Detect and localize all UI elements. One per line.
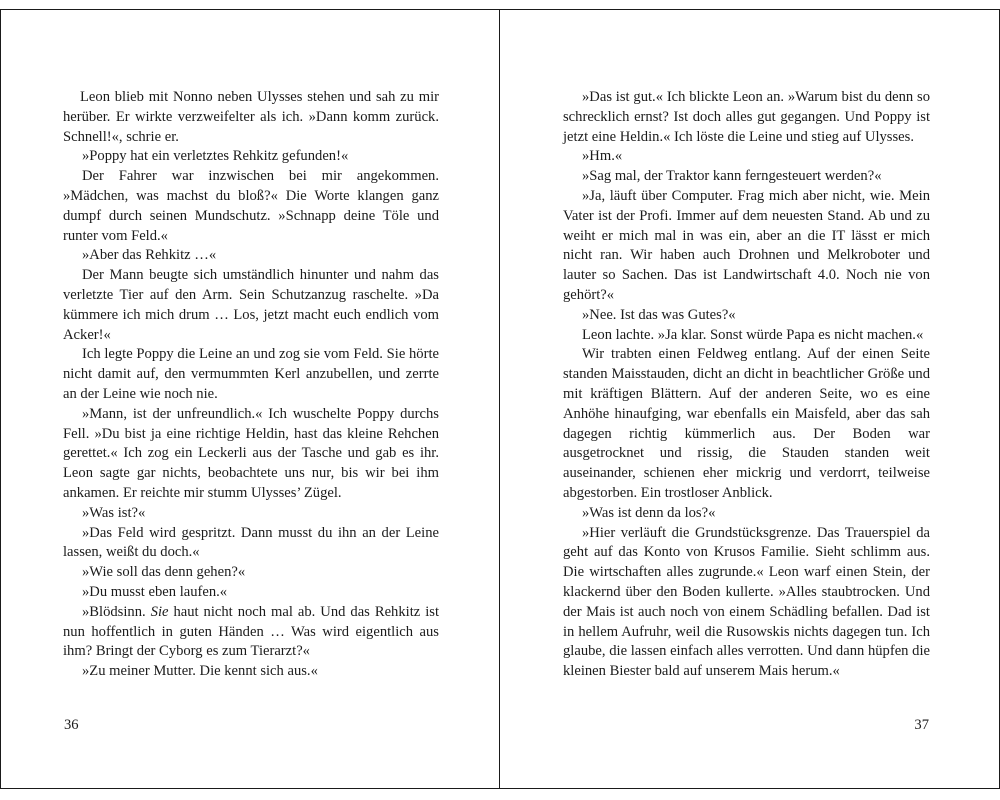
paragraph: »Sag mal, der Traktor kann ferngesteuert werden?« (582, 168, 882, 185)
italic-word: Sie (150, 603, 169, 620)
paragraph: »Das Feld wird gespritzt. Dann musst du ihn an der Leine lassen, weißt du doch.« (63, 524, 439, 561)
right-page (499, 9, 1000, 789)
paragraph: Der Fahrer war inzwischen bei mir angekommen. »Mädchen, was machst du bloß?« Die Worte klangen ganz dumpf durch seinen Mundschutz. »Schnapp deine Töle und runter vom Feld.« (63, 168, 439, 244)
paragraph: »Mann, ist der unfreundlich.« Ich wuschelte Poppy durchs Fell. »Du bist ja eine richtige Heldin, hast das kleine Rehchen gerettet.« Ich zog ein Leckerli aus der Tasche und gab es ihr. Leon sagte gar nichts, beobachtete uns nur, bis wir bei ihm ankamen. Er reichte mir stumm Ulysses’ Zügel. (63, 405, 439, 501)
paragraph: »Wie soll das denn gehen?« (82, 564, 246, 581)
right-page-text (563, 88, 930, 682)
paragraph: »Das ist gut.« Ich blickte Leon an. »Warum bist du denn so schrecklich ernst? Ist doch alles gut gegangen. Und Poppy ist jetzt eine Heldin.« Ich löste die Leine und stieg auf Ulysses. (563, 89, 930, 145)
paragraph: »Was ist?« (82, 504, 146, 521)
paragraph: »Zu meiner Mutter. Die kennt sich aus.« (82, 663, 318, 680)
left-page-text (63, 88, 439, 682)
paragraph: »Ja, läuft über Computer. Frag mich aber nicht, wie. Mein Vater ist der Profi. Immer auf dem neuesten Stand. Ab und zu weiht er mich mal in was ein, aber an die IT lässt er mich nicht ran. Wir haben auch Drohnen und Melkroboter und lauter so Sachen. Das ist Landwirtschaft 4.0. Noch nie von gehört?« (563, 187, 930, 303)
paragraph: »Nee. Ist das was Gutes?« (582, 306, 736, 323)
paragraph: »Poppy hat ein verletztes Rehkitz gefunden!« (82, 148, 349, 165)
paragraph: Ich legte Poppy die Leine an und zog sie vom Feld. Sie hörte nicht damit auf, den vermummten Kerl anzubellen, und zerrte an der Leine wie noch nie. (63, 346, 439, 402)
paragraph-start: »Blödsinn. (82, 603, 151, 620)
left-page (0, 9, 502, 789)
page-number: 36 (64, 717, 79, 733)
paragraph: »Was ist denn da los?« (582, 504, 716, 521)
paragraph: Wir trabten einen Feldweg entlang. Auf der einen Seite standen Maisstauden, dicht an dicht in beachtlicher Größe und mit kräftigen Blättern. Auf der anderen Seite, wo es eine Anhöhe hinaufging, war ebenfalls ein Maisfeld, aber das sah dagegen richtig kümmerlich aus. Der Boden war ausgetrocknet und rissig, die Stauden standen weit auseinander, schienen eher mickrig und verdorrt, teilweise abgestorben. Ein trostloser Anblick. (563, 346, 930, 501)
paragraph: Der Mann beugte sich umständlich hinunter und nahm das verletzte Tier auf den Arm. Sein Schutzanzug raschelte. »Da kümmere ich mich drum … Los, jetzt macht euch endlich vom Acker!« (63, 267, 439, 343)
paragraph: »Aber das Rehkitz …« (82, 247, 217, 264)
page-number: 37 (914, 717, 929, 733)
paragraph: »Hm.« (582, 148, 623, 165)
paragraph: »Hier verläuft die Grundstücksgrenze. Das Trauerspiel da geht auf das Konto von Krusos Familie. Sieht schlimm aus. Die wirtschaften alles zugrunde.« Leon warf einen Stein, der klackernd über den Boden kullerte. »Alles staubtrocken. Und der Mais ist auch noch von einem Schädling befallen. Dad ist in hellem Aufruhr, weil die Rusowskis nichts dagegen tun. Ich glaube, die lassen einfach alles verrotten. Und dann hüpfen die kleinen Biester bald auf unserem Mais herum.« (563, 524, 930, 680)
paragraph: Leon blieb mit Nonno neben Ulysses stehen und sah zu mir herüber. Er wirkte verzweifelter als ich. »Dann komm zurück. Schnell!«, schrie er. (63, 89, 439, 145)
paragraph: Leon lachte. »Ja klar. Sonst würde Papa es nicht machen.« (582, 326, 924, 343)
paragraph: »Du musst eben laufen.« (82, 583, 228, 600)
paragraph (63, 603, 439, 662)
paragraph-rest: haut nicht noch mal ab. Und das Rehkitz ist nun hoffentlich in guten Händen … Was wird eigentlich aus ihm? Bringt der Cyborg es zum Tierarzt?« (63, 603, 439, 660)
